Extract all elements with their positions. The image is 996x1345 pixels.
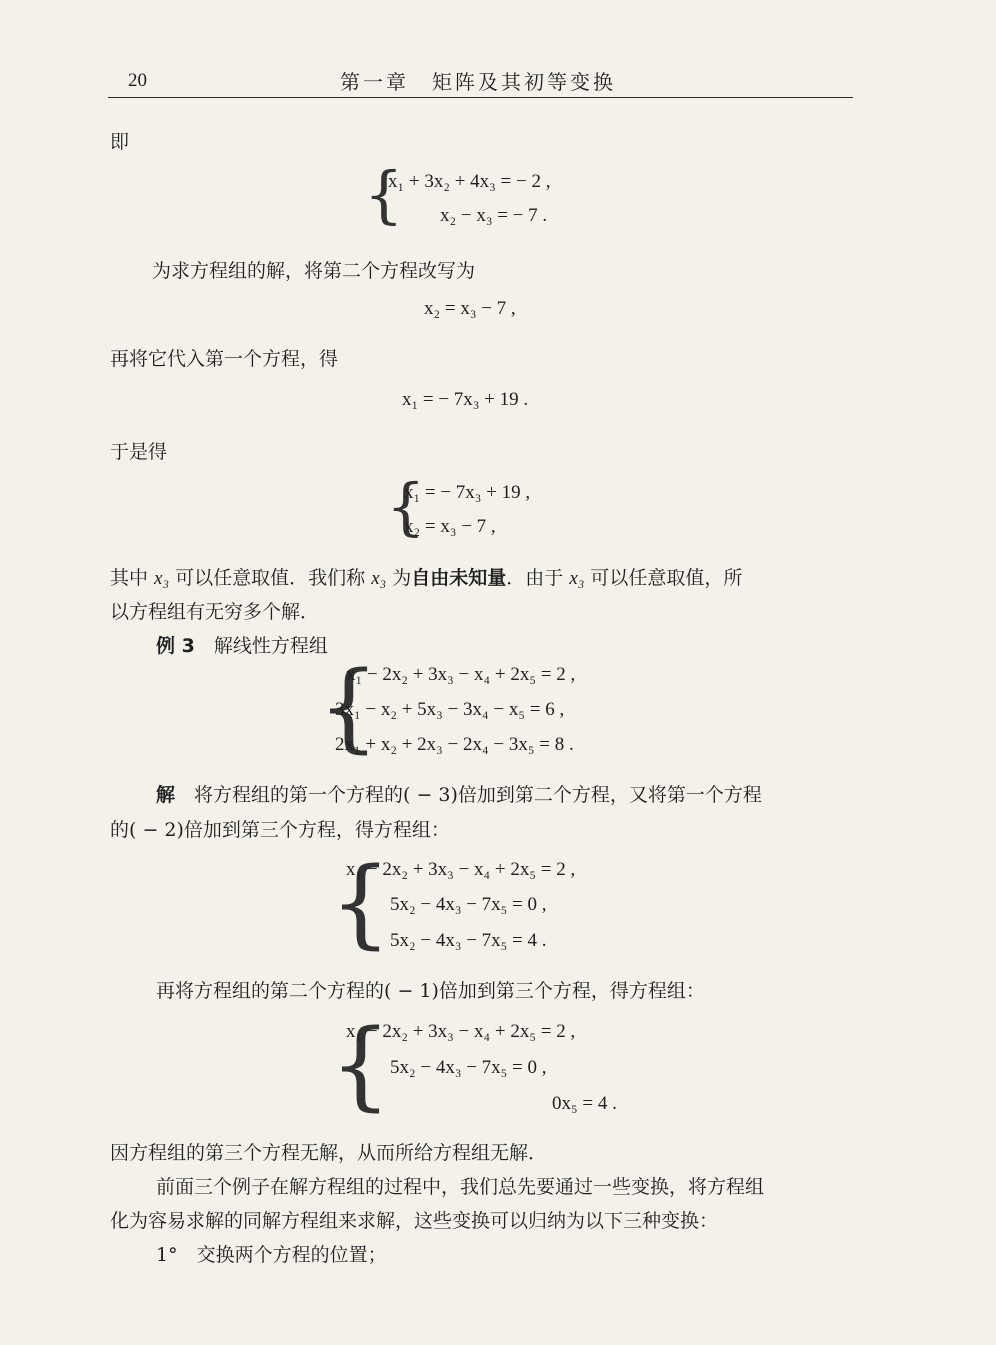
- example-3-heading: 例 3 解线性方程组: [156, 635, 328, 657]
- header-rule: [108, 97, 853, 98]
- system5-row2: 5x₂ − 4x₃ − 7x₅ = 0 ,: [390, 1057, 547, 1078]
- brace-system-5: {: [330, 1009, 392, 1121]
- term-free-unknown: 自由未知量: [411, 567, 507, 589]
- paragraph-no-solution: 因方程组的第三个方程无解，从而所给方程组无解．: [110, 1142, 548, 1164]
- system1-row1: x₁ + 3x₂ + 4x₃ = − 2 ,: [388, 171, 551, 192]
- system3-row1: x₁ − 2x₂ + 3x₃ − x₄ + 2x₅ = 2 ,: [346, 664, 576, 685]
- paragraph-transformations-line2: 化为容易求解的同解方程组来求解，这些变换可以归纳为以下三种变换：: [110, 1210, 719, 1232]
- system1-row2: x₂ − x₃ = − 7 .: [440, 205, 548, 226]
- paragraph-free-variable: 其中 x₃ 可以任意取值．我们称 x₃ 为自由未知量．由于 x₃ 可以任意取值，所: [110, 567, 743, 589]
- system2-row2: x₂ = x₃ − 7 ,: [404, 516, 496, 537]
- paragraph-substitute: 再将它代入第一个方程，得: [110, 348, 339, 370]
- brace-system-1: {: [364, 158, 404, 231]
- system4-row1: x₁ − 2x₂ + 3x₃ − x₄ + 2x₅ = 2 ,: [346, 859, 576, 880]
- system5-row3: 0x₅ = 4 .: [552, 1093, 617, 1114]
- equation-x2: x₂ = x₃ − 7 ,: [424, 298, 516, 319]
- list-item-1: 1° 交换两个方程的位置；: [156, 1244, 387, 1266]
- system4-row2: 5x₂ − 4x₃ − 7x₅ = 0 ,: [390, 894, 547, 915]
- paragraph-infinite-solutions: 以方程组有无穷多个解．: [110, 601, 320, 623]
- system5-row1: x₁ − 2x₂ + 3x₃ − x₄ + 2x₅ = 2 ,: [346, 1021, 576, 1042]
- chapter-title: 第一章 矩阵及其初等变换: [340, 70, 616, 94]
- paragraph-step2: 再将方程组的第二个方程的( − 1)倍加到第三个方程，得方程组：: [156, 980, 705, 1002]
- system4-row3: 5x₂ − 4x₃ − 7x₅ = 4 .: [390, 930, 547, 951]
- paragraph-transformations-line1: 前面三个例子在解方程组的过程中，我们总先要通过一些变换，将方程组: [156, 1176, 765, 1198]
- solution-paragraph-line2: 的( − 2)倍加到第三个方程，得方程组：: [110, 819, 450, 841]
- paragraph-rewrite: 为求方程组的解，将第二个方程改写为: [152, 260, 476, 282]
- system2-row1: x₁ = − 7x₃ + 19 ,: [404, 482, 531, 503]
- solution-paragraph-line1: 解 将方程组的第一个方程的( − 3)倍加到第二个方程，又将第一个方程: [156, 784, 762, 806]
- brace-system-4: {: [330, 847, 392, 959]
- brace-system-3: {: [318, 651, 380, 763]
- text-ji: 即: [110, 131, 130, 153]
- equation-x1: x₁ = − 7x₃ + 19 .: [402, 389, 529, 410]
- page-number: 20: [128, 70, 147, 91]
- brace-system-2: {: [386, 470, 426, 543]
- system3-row2: 3x₁ − x₂ + 5x₃ − 3x₄ − x₅ = 6 ,: [335, 699, 565, 720]
- paragraph-then: 于是得: [110, 441, 168, 463]
- system3-row3: 2x₁ + x₂ + 2x₃ − 2x₄ − 3x₅ = 8 .: [335, 734, 574, 755]
